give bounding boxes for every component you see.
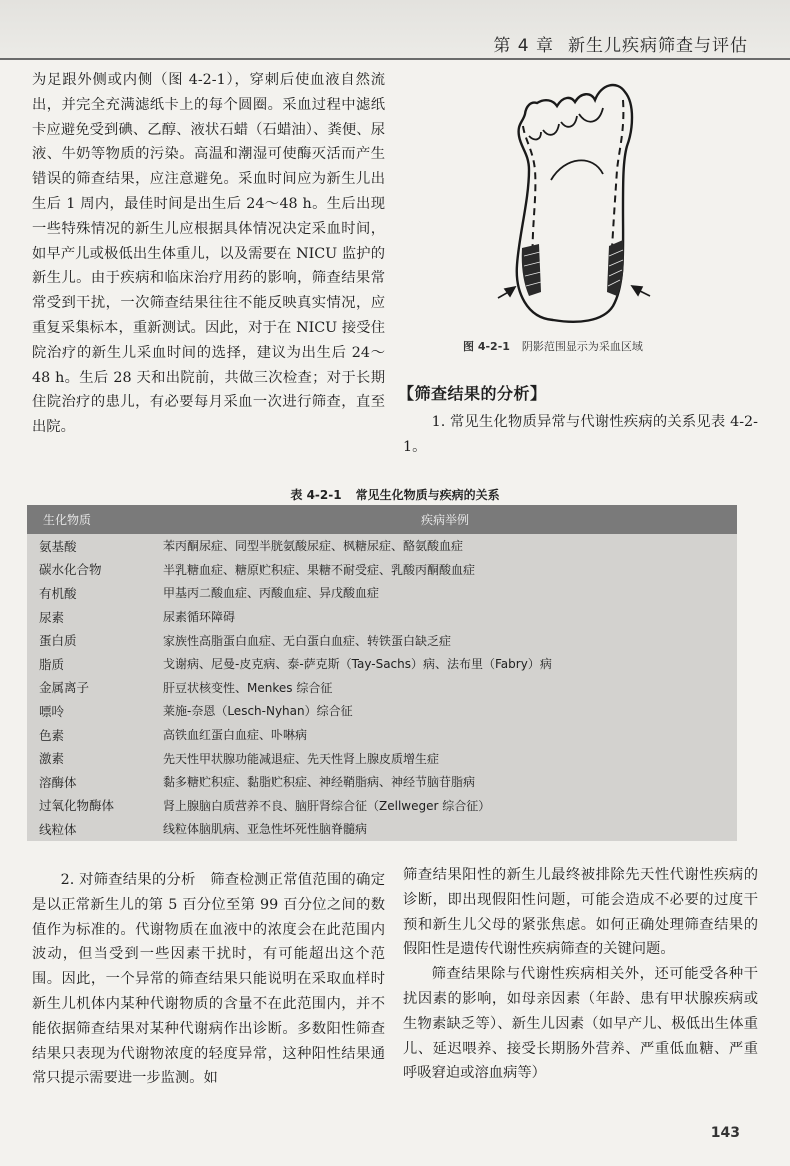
biochemical-disease-table [27, 505, 737, 841]
toe-line [543, 124, 559, 135]
table-row [27, 699, 737, 723]
table-row [27, 581, 737, 605]
table-cell: 线粒体脑肌病、亚急性坏死性脑脊髓病 [163, 822, 368, 837]
table-cell: 半乳糖血症、糖原贮积症、果糖不耐受症、乳酸丙酮酸血症 [163, 562, 476, 577]
body-paragraph: 筛查结果阳性的新生儿最终被排除先天性代谢性疾病的诊断，即出现假阳性问题，可能会造成不必要的过度干预和新生儿父母的紧张焦虑。如何正确处理筛查结果的假阳性是遗传代谢性疾病筛查的关键问题。 [403, 867, 758, 958]
foot-sole-illustration [495, 70, 655, 328]
foot-figure [495, 70, 655, 328]
table-cell: 激素 [39, 751, 65, 767]
table-cell: 嘌呤 [39, 703, 65, 719]
body-paragraph: 2. 对筛查结果的分析 筛查检测正常值范围的确定是以正常新生儿的第 5 百分位至第 99 百分位之间的数值作为标准的。代谢物质在血液中的浓度会在此范围内波动，但当受到一些因素干扰时，有可能超出这个范围。因此，一个异常的筛查结果只能说明在采取血样时新生儿机体内某种代谢物质的含量不在此范围内，并不能依据筛查结果对某种代谢病作出诊断。多数阳性筛查结果只表现为代谢物浓度的轻度异常，这种阳性结果通常只提示需要进一步监测。如 [32, 872, 385, 1087]
right-column-bottom [403, 863, 758, 1086]
table-cell: 高铁血红蛋白血症、卟啉病 [163, 728, 308, 743]
table-row [27, 817, 737, 841]
table-cell: 肾上腺脑白质营养不良、脑肝肾综合征（Zellweger 综合征） [163, 798, 491, 813]
table-row [27, 794, 737, 818]
table-cell: 黏多糖贮积症、黏脂贮积症、神经鞘脂病、神经节脑苷脂病 [163, 775, 476, 790]
table-cell: 色素 [39, 727, 65, 743]
table-cell: 脂质 [39, 656, 65, 672]
table-row [27, 534, 737, 558]
table-row [27, 723, 737, 747]
table-cell: 有机酸 [39, 585, 77, 601]
left-column-bottom [32, 868, 385, 1091]
shaded-area-right [607, 240, 624, 296]
body-paragraph: 1. 常见生化物质异常与代谢性疾病的关系见表 4-2-1。 [403, 414, 758, 455]
body-paragraph: 为足跟外侧或内侧（图 4-2-1），穿刺后使血液自然流出，并完全充满滤纸卡上的每个圆圈。采血过程中滤纸卡应避免受到碘、乙醇、液状石蜡（石蜡油）、粪便、尿液、牛奶等物质的污染。高温和潮湿可使酶灭活而产生错误的筛查结果，应注意避免。采血时间应为新生儿出生后 1 周内，最佳时间是出生后 24～48 h。生后出现一些特殊情况的新生儿应根据具体情况决定采血时间，如早产儿或极低出生体重儿，以及需要在 NICU 监护的新生儿。由于疾病和临床治疗用药的影响，筛查结果常常受到干扰，一次筛查结果往往不能反映真实情况，应重复采集标本，重新测试。因此，对于在 NICU 接受住院治疗的新生儿采血时间的选择，建议为出生后 24～48 h。生后 28 天和出院前，共做三次检查；对于长期住院治疗的患儿，有必要每月采血一次进行筛查，直至出院。 [32, 72, 385, 436]
toe-line [529, 132, 541, 139]
table-cell: 溶酶体 [39, 774, 77, 790]
right-column-top [403, 410, 758, 460]
left-column-top [32, 68, 385, 440]
section-heading: 【筛查结果的分析】 [398, 384, 547, 403]
figure-caption-text: 阴影范围显示为采血区域 [521, 340, 643, 353]
table-cell: 氨基酸 [39, 538, 77, 554]
table-cell: 家族性高脂蛋白血症、无白蛋白血症、转铁蛋白缺乏症 [163, 633, 452, 648]
figure-caption [463, 338, 693, 354]
arrow-left [498, 287, 515, 298]
body-paragraph: 筛查结果除与代谢性疾病相关外，还可能受各种干扰因素的影响，如母亲因素（年龄、患有甲状腺疾病或生物素缺乏等）、新生儿因素（如早产儿、极低出生体重儿、延迟喂养、接受长期肠外营养、严重低血糖、严重呼吸窘迫或溶血病等） [403, 966, 758, 1082]
table-cell: 莱施-奈恩（Lesch-Nyhan）综合征 [163, 704, 353, 719]
table-cell: 戈谢病、尼曼-皮克病、泰-萨克斯（Tay-Sachs）病、法布里（Fabry）病 [163, 657, 552, 672]
table-cell: 先天性甲状腺功能减退症、先天性肾上腺皮质增生症 [163, 751, 440, 766]
table-cell: 蛋白质 [39, 633, 77, 649]
table-cell: 金属离子 [39, 680, 90, 696]
table-header-row [27, 505, 737, 534]
dashed-guide [523, 126, 535, 265]
chapter-number: 第 4 章 [493, 36, 554, 56]
table-row [27, 558, 737, 582]
figure-number: 图 4-2-1 [463, 340, 510, 353]
table-cell: 苯丙酮尿症、同型半胱氨酸尿症、枫糖尿症、酪氨酸血症 [163, 539, 464, 554]
table-row [27, 652, 737, 676]
shaded-area-left [522, 244, 541, 296]
page-number: 143 [710, 1125, 740, 1141]
table-cell: 过氧化物酶体 [39, 798, 115, 814]
table-title [0, 486, 790, 503]
toe-line [561, 116, 577, 127]
running-header [0, 0, 790, 60]
table-row [27, 770, 737, 794]
table-title-text: 常见生化物质与疾病的关系 [355, 488, 500, 502]
table-cell: 甲基丙二酸血症、丙酸血症、异戊酸血症 [163, 586, 380, 601]
table-row [27, 628, 737, 652]
toe-line [551, 160, 603, 180]
table-cell: 肝豆状核变性、Menkes 综合征 [163, 680, 333, 695]
table-cell: 尿素 [39, 609, 65, 625]
column-header: 疾病举例 [153, 505, 737, 534]
header-text [493, 31, 748, 56]
table-number: 表 4-2-1 [290, 488, 342, 502]
table-row [27, 605, 737, 629]
table-cell: 碳水化合物 [39, 562, 102, 578]
table-cell: 尿素循环障碍 [163, 610, 236, 625]
toe-line [579, 108, 603, 122]
chapter-title: 新生儿疾病筛查与评估 [568, 36, 748, 56]
column-header: 生化物质 [27, 505, 153, 534]
arrow-right [632, 286, 650, 296]
dashed-guide [611, 100, 623, 265]
table-cell: 线粒体 [39, 821, 77, 837]
table-row [27, 746, 737, 770]
table-row [27, 676, 737, 700]
